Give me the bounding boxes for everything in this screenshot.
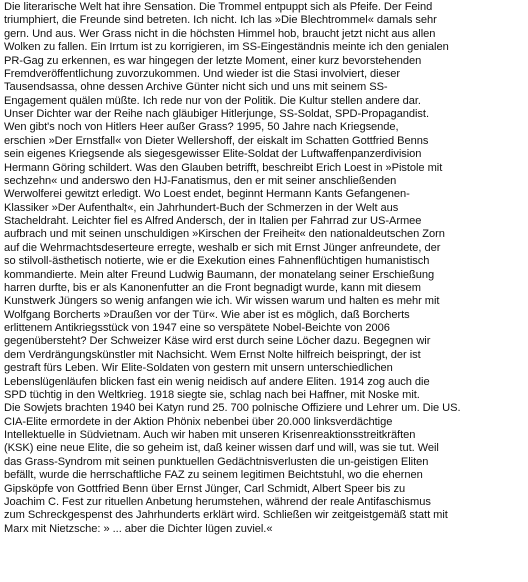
text-line: so stilvoll-ästhetisch notierte, wie er die Exekution eines Fahnenflüchtigen humanistisch: [4, 255, 430, 268]
text-line: sein eigenes Kriegsende als siegesgewisser Elite-Soldat der Luftwaffenpanzerdivision: [4, 148, 422, 161]
text-line: Wolken zu fallen. Ein Irrtum ist zu korrigieren, im SS-Eingeständnis meinte ich den genialen: [4, 41, 449, 54]
text-line: Stacheldraht. Leichter fiel es Alfred Andersch, der in Italien per Fahrrad zur US-Armee: [4, 215, 422, 227]
text-line: (KSK) eine neue Elite, die so geheim ist, daß keiner wissen darf und will, was sie tut. Weil: [4, 442, 439, 455]
article-text: [4, 1, 528, 536]
text-line: Unser Dichter war der Reihe nach gläubiger Hitlerjunge, SS-Soldat, SPD-Propagandist.: [4, 108, 429, 120]
text-line: Tausendsassa, ohne dessen Archive Günter nicht sich und uns mit seinem SS-: [4, 81, 388, 94]
text-line: CIA-Elite ermordete in der Aktion Phönix nebenbei über 20.000 linksverdächtige: [4, 415, 393, 428]
text-line: kommandierte. Mein alter Freund Ludwig Baumann, der monatelang seiner Erschießung: [4, 268, 435, 281]
text-line: Kunstwerk Jüngers so wenig anfangen wie ich. Wir wissen warum und halten es mehr mit: [4, 295, 440, 308]
text-line: Intellektuelle in Südvietnam. Auch wir haben mit unseren Krisenreaktionsstreitkräften: [4, 429, 416, 441]
text-line: aufbrach und mit seinen unschuldigen »Kirschen der Freiheit« den nationaldeutschen Zorn: [4, 228, 445, 241]
text-line: sechzehn« und anderswo den HJ-Fanatismus, den er mit seiner anschließenden: [4, 174, 397, 187]
text-line: triumphiert, die Freunde sind betreten. Ich nicht. Ich las »Die Blechtrommel« damals sehr: [4, 14, 437, 27]
text-line: Hermann Göring schildert. Was den Glauben betrifft, beschreibt Erich Loest in »Pistole mit: [4, 161, 443, 174]
text-line: auf die Wehrmachtsdeserteure erregte, weshalb er sich mit Ernst Jünger anfreundete, der: [4, 241, 441, 254]
text-line: harren durfte, bis er als Kanonenfutter an die Front begnadigt wurde, kann mit diesem: [4, 281, 421, 294]
text-line: Gipsköpfe von Gottfried Benn über Ernst Jünger, Carl Schmidt, Albert Speer bis zu: [4, 482, 406, 495]
text-line: Werwolferei gewitzt erledigt. Wo Loest endet, beginnt Hermann Kants Gefangenen-: [4, 188, 410, 201]
text-line: gern. Und aus. Wer Grass nicht in die höchsten Himmel hob, braucht jetzt nicht aus allen: [4, 27, 436, 40]
text-line: gestraft fürs Leben. Wir Elite-Soldaten von gestern mit unsern unterschiedlichen: [4, 362, 393, 375]
document-page: [4, 1, 528, 581]
text-line: das Grass-Syndrom mit seinen punktuellen Gedächtnisverlusten die un-geistigen Eliten: [4, 455, 429, 468]
text-line: zum Schreckgespenst des Jahrhunderts erklärt wird. Schließen wir zeitgeistgemäß statt mit: [4, 509, 448, 522]
text-line: Wen gibt's noch von Hitlers Heer außer Grass? 1995, 50 Jahre nach Kriegsende,: [4, 121, 399, 134]
text-line: Klassiker »Der Aufenthalt«, ein Jahrhundert-Buch der Schmerzen in der Welt aus: [4, 201, 399, 214]
text-line: befällt, wurde die herrschaftliche FAZ zu seinem legitimen Beichtstuhl, wo die ehernen: [4, 469, 423, 482]
text-line: PR-Gag zu erkennen, es war hingegen der letzte Moment, einer kurz bevorstehenden: [4, 54, 422, 67]
text-line: erlittenem Antikriegsstück von 1947 eine so verspätete Nobel-Beichte von 2006: [4, 322, 390, 334]
text-line: Fremdveröffentlichung zuvorzukommen. Und wieder ist die Stasi involviert, dieser: [4, 67, 400, 80]
text-line: Wolfgang Borcherts »Draußen vor der Tür«. Wie aber ist es möglich, daß Borcherts: [4, 308, 410, 321]
text-line: SPD tüchtig in den Weltkrieg. 1918 siegte sie, schlag nach bei Haffner, mit Noske mit.: [4, 388, 420, 401]
text-line: gegenübersteht? Der Schweizer Käse wird erst durch seine Löcher dazu. Begegnen wir: [4, 335, 431, 348]
text-line: erschien »Der Ernstfall« von Dieter Wellershoff, der eiskalt im Schatten Gottfried Benns: [4, 134, 429, 147]
text-line: Marx mit Nietzsche: » ... aber die Dichter lügen zuviel.«: [4, 522, 273, 535]
text-line: Lebenslügenläufen blicken fast ein wenig neidisch auf andere Eliten. 1914 zog auch die: [4, 375, 430, 388]
text-line: Die literarische Welt hat ihre Sensation. Die Trommel entpuppt sich als Pfeife. Der Feind: [4, 1, 433, 13]
text-line: Die Sowjets brachten 1940 bei Katyn rund 25. 700 polnische Offiziere und Lehrer um. Die US.: [4, 402, 461, 415]
text-line: Engagement quälen müßte. Ich rede nur von der Politik. Die Kultur stellen andere dar.: [4, 94, 421, 107]
text-line: Joachim C. Fest zur rituellen Anbetung herumstehen, während der reale Antifaschismus: [4, 495, 431, 508]
text-line: dem Verdrängungskünstler mit Nachsicht. Wem Ernst Nolte hilfreich beispringt, der ist: [4, 348, 421, 361]
